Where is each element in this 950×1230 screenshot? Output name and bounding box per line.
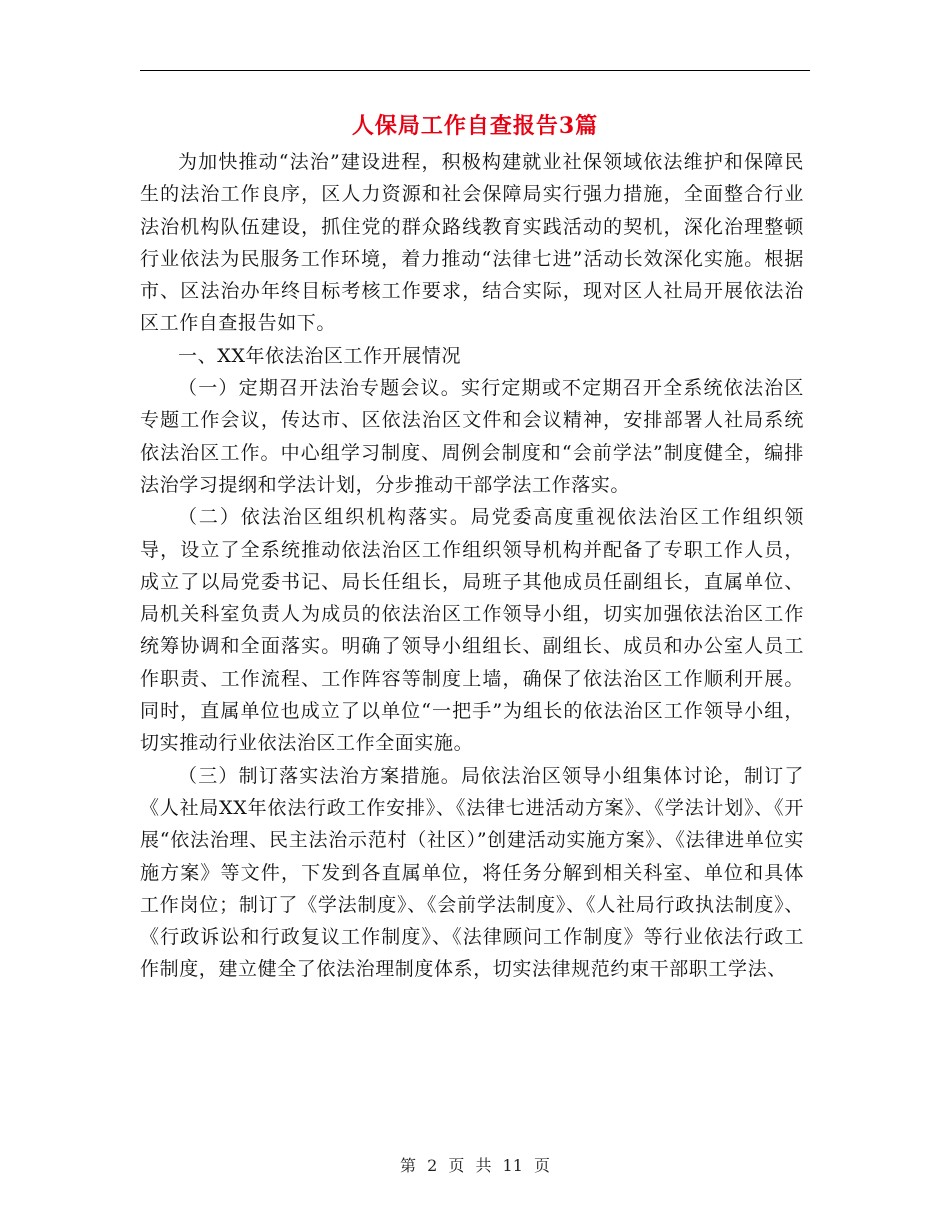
page-footer: 第 2 页 共 11 页: [400, 1156, 550, 1175]
section-heading: 一、XX年依法治区工作开展情况: [178, 344, 462, 367]
header-rule: [140, 70, 810, 71]
paragraph-item-1: （一）定期召开法治专题会议。实行定期或不定期召开全系统依法治区专题工作会议，传达市、区依法治区文件和会议精神，安排部署人社局系统依法治区工作。中心组学习制度、周例会制度和“会前学法”制度健全，编排法治学习提纲和学法计划，分步推动干部学法工作落实。: [140, 377, 804, 496]
paragraph-intro: 为加快推动“法治”建设进程，积极构建就业社保领域依法维护和保障民生的法治工作良序，区人力资源和社会保障局实行强力措施，全面整合行业法治机构队伍建设，抓住党的群众路线教育实践活动的契机，深化治理整顿行业依法为民服务工作环境，着力推动“法律七进”活动长效深化实施。根据市、区法治办年终目标考核工作要求，结合实际，现对区人社局开展依法治区工作自查报告如下。: [140, 151, 804, 335]
paragraph-item-3: （三）制订落实法治方案措施。局依法治区领导小组集体讨论，制订了《人社局XX年依法行政工作安排》、《法律七进活动方案》、《学法计划》、《开展“依法治理、民主法治示范村（社区）”创建活动实施方案》、《法律进单位实施方案》等文件，下发到各直属单位，将任务分解到相关科室、单位和具体工作岗位；制订了《学法制度》、《会前学法制度》、《人社局行政执法制度》、《行政诉讼和行政复议工作制度》、《法律顾问工作制度》等行业依法行政工作制度，建立健全了依法治理制度体系，切实法律规范约束干部职工学法、: [140, 764, 804, 981]
document-title: 人保局工作自查报告3篇: [351, 113, 599, 139]
document-body: [140, 146, 804, 986]
paragraph-item-2: （二）依法治区组织机构落实。局党委高度重视依法治区工作组织领导，设立了全系统推动依法治区工作组织领导机构并配备了专职工作人员，成立了以局党委书记、局长任组长，局班子其他成员任副组长，直属单位、局机关科室负责人为成员的依法治区工作领导小组，切实加强依法治区工作统筹协调和全面落实。明确了领导小组组长、副组长、成员和办公室人员工作职责、工作流程、工作阵容等制度上墙，确保了依法治区工作顺利开展。同时，直属单位也成立了以单位“一把手”为组长的依法治区工作领导小组，切实推动行业依法治区工作全面实施。: [140, 506, 804, 755]
